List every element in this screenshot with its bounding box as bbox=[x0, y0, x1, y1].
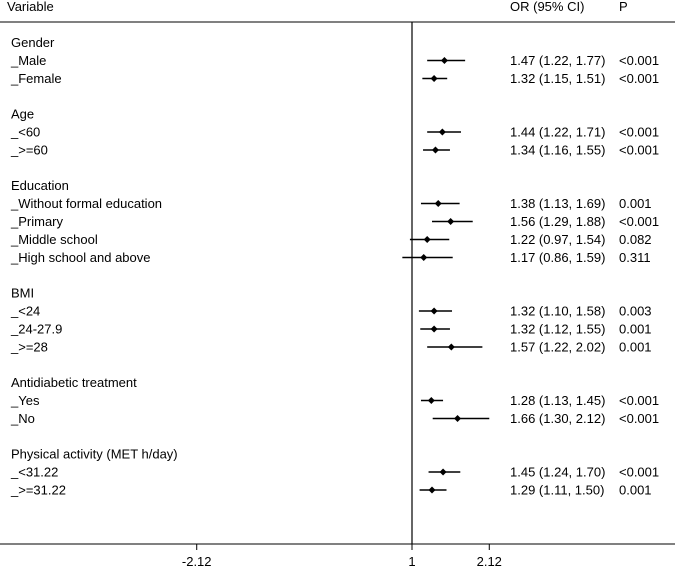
row-label: _High school and above bbox=[11, 250, 151, 265]
x-ticks-group bbox=[182, 544, 502, 569]
row-label: _>=31.22 bbox=[11, 482, 66, 498]
or-ci-text: 1.17 (0.86, 1.59) bbox=[510, 250, 606, 265]
p-value-text: <0.001 bbox=[619, 124, 660, 140]
or-point bbox=[447, 218, 454, 225]
or-ci-text: 1.66 (1.30, 2.12) bbox=[510, 411, 606, 426]
or-point bbox=[454, 415, 461, 422]
group-label: Physical activity (MET h/day) bbox=[11, 446, 178, 462]
p-value-text: 0.311 bbox=[619, 250, 651, 265]
x-tick-label: -2.12 bbox=[181, 554, 212, 569]
header-or-ci: OR (95% CI) bbox=[510, 0, 585, 14]
or-point bbox=[439, 129, 446, 136]
p-value-text: <0.001 bbox=[619, 53, 660, 68]
or-ci-text: 1.57 (1.22, 2.02) bbox=[510, 339, 606, 355]
or-point bbox=[424, 236, 431, 243]
or-point bbox=[431, 308, 438, 315]
group-label: Antidiabetic treatment bbox=[11, 375, 137, 390]
or-ci-text: 1.22 (0.97, 1.54) bbox=[510, 232, 606, 247]
group-label: BMI bbox=[11, 285, 35, 301]
header-p: P bbox=[619, 0, 628, 14]
x-tick-label: 2.12 bbox=[476, 554, 502, 569]
or-point bbox=[435, 200, 442, 207]
or-ci-text: 1.47 (1.22, 1.77) bbox=[510, 53, 606, 68]
row-label: _Male bbox=[11, 53, 47, 68]
row-label: _<60 bbox=[11, 124, 41, 140]
or-point bbox=[440, 469, 447, 476]
rows-group bbox=[10, 35, 659, 498]
p-value-text: <0.001 bbox=[619, 71, 660, 86]
or-ci-text: 1.28 (1.13, 1.45) bbox=[510, 393, 606, 408]
row-label: _<31.22 bbox=[11, 464, 59, 480]
p-value-text: <0.001 bbox=[619, 214, 660, 229]
or-ci-text: 1.32 (1.12, 1.55) bbox=[510, 321, 606, 337]
or-ci-text: 1.29 (1.11, 1.50) bbox=[510, 482, 605, 498]
row-label: _Without formal education bbox=[11, 196, 163, 211]
or-point bbox=[431, 75, 438, 82]
or-point bbox=[448, 344, 455, 351]
or-point bbox=[429, 487, 436, 494]
row-label: _>=28 bbox=[11, 339, 48, 355]
or-point bbox=[428, 397, 435, 404]
group-label: Gender bbox=[11, 35, 55, 50]
or-point bbox=[441, 57, 448, 64]
p-value-text: 0.082 bbox=[619, 232, 652, 247]
p-value-text: <0.001 bbox=[619, 142, 660, 158]
row-label: _>=60 bbox=[11, 142, 48, 158]
or-ci-text: 1.44 (1.22, 1.71) bbox=[510, 124, 606, 140]
or-point bbox=[420, 254, 427, 261]
p-value-text: <0.001 bbox=[619, 464, 660, 480]
p-value-text: 0.001 bbox=[619, 196, 652, 211]
row-label: _Middle school bbox=[11, 232, 98, 247]
row-label: _No bbox=[11, 411, 35, 426]
p-value-text: 0.001 bbox=[619, 339, 652, 355]
group-label: Age bbox=[11, 106, 35, 122]
p-value-text: 0.003 bbox=[619, 303, 652, 319]
x-tick-label: 1 bbox=[408, 554, 416, 569]
p-value-text: <0.001 bbox=[619, 393, 660, 408]
row-label: _<24 bbox=[11, 303, 41, 319]
p-value-text: 0.001 bbox=[619, 321, 652, 337]
group-label: Education bbox=[11, 178, 69, 193]
or-ci-text: 1.56 (1.29, 1.88) bbox=[510, 214, 606, 229]
or-ci-text: 1.38 (1.13, 1.69) bbox=[510, 196, 606, 211]
header-variable: Variable bbox=[7, 0, 54, 14]
or-ci-text: 1.34 (1.16, 1.55) bbox=[510, 142, 606, 158]
or-ci-text: 1.32 (1.10, 1.58) bbox=[510, 303, 606, 319]
row-label: _Female bbox=[11, 71, 62, 86]
p-value-text: 0.001 bbox=[619, 482, 652, 498]
row-label: _24-27.9 bbox=[11, 321, 63, 337]
p-value-text: <0.001 bbox=[619, 411, 660, 426]
or-ci-text: 1.32 (1.15, 1.51) bbox=[510, 71, 606, 86]
or-ci-text: 1.45 (1.24, 1.70) bbox=[510, 464, 606, 480]
row-label: _Yes bbox=[11, 393, 40, 408]
or-point bbox=[432, 147, 439, 154]
row-label: _Primary bbox=[11, 214, 64, 229]
or-point bbox=[431, 326, 438, 333]
